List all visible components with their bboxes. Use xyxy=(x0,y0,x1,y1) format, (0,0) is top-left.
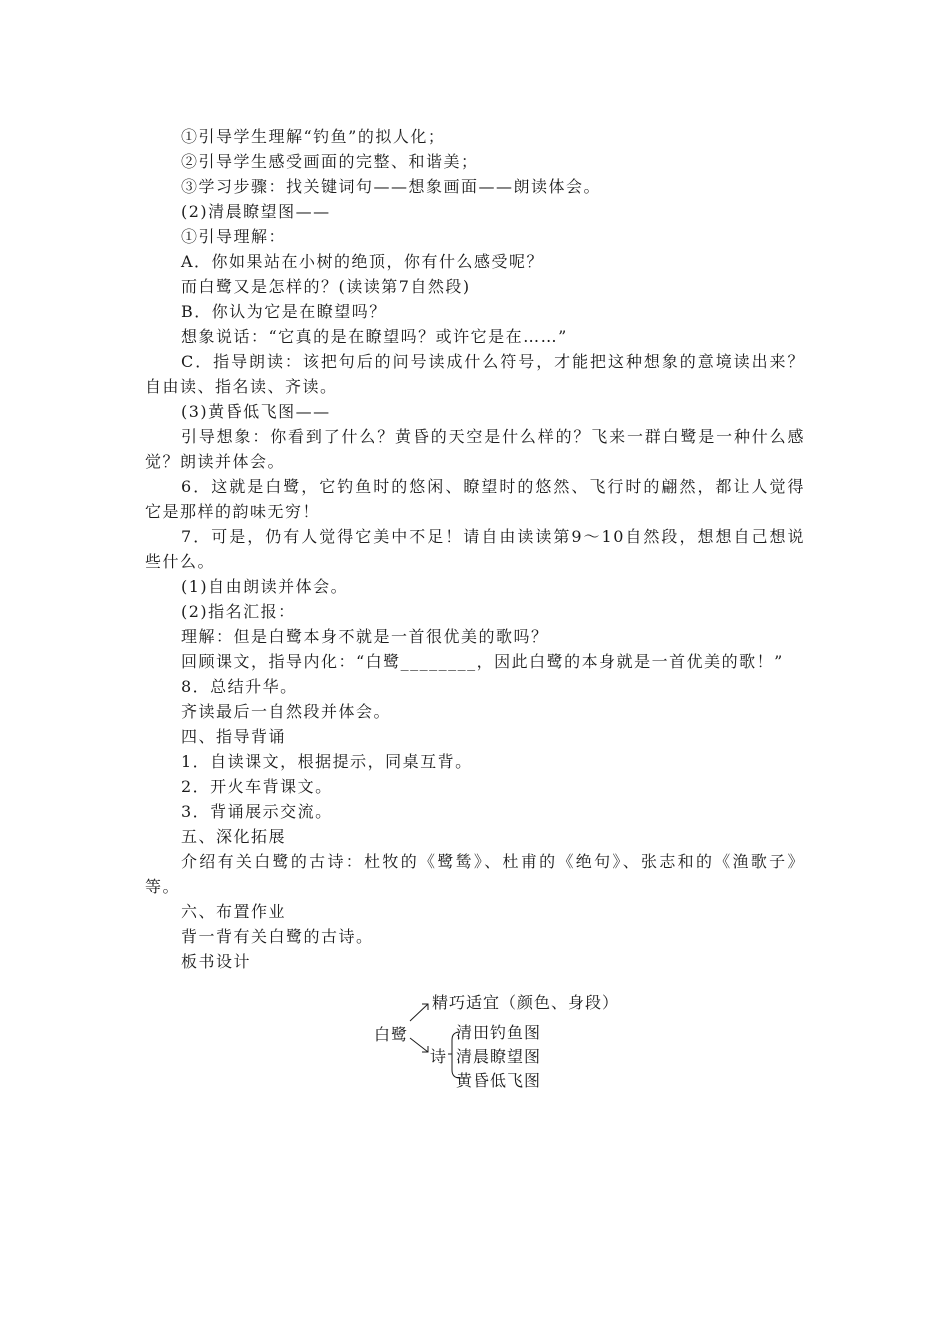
paragraph: 2．开火车背课文。 xyxy=(181,777,333,796)
poem-item: 清田钓鱼图 xyxy=(456,1023,542,1042)
board-design-diagram xyxy=(370,988,630,1088)
arrow-line-bottom xyxy=(410,1038,428,1052)
paragraph: (2)清晨瞭望图—— xyxy=(181,202,331,221)
paragraph: B．你认为它是在瞭望吗？ xyxy=(181,302,387,321)
section-heading: 六、布置作业 xyxy=(181,902,287,921)
paragraph: ①引导理解： xyxy=(181,227,287,246)
board-root: 白鹭 xyxy=(374,1025,409,1044)
section-heading: 五、深化拓展 xyxy=(181,827,287,846)
arrow-line-top xyxy=(410,1004,428,1021)
paragraph: 介绍有关白鹭的古诗：杜牧的《鹭鸶》、杜甫的《绝句》、张志和的《渔歌子》等。 xyxy=(145,852,805,896)
poem-item: 黄昏低飞图 xyxy=(456,1071,542,1090)
paragraph: A．你如果站在小树的绝顶，你有什么感受呢？ xyxy=(181,252,545,271)
paragraph: (2)指名汇报： xyxy=(181,602,296,621)
paragraph: 齐读最后一自然段并体会。 xyxy=(181,702,392,721)
section-heading: 四、指导背诵 xyxy=(181,727,287,746)
poem-item: 清晨瞭望图 xyxy=(456,1047,542,1066)
paragraph: ②引导学生感受画面的完整、和谐美； xyxy=(181,152,479,171)
paragraph: 而白鹭又是怎样的？(读读第7自然段) xyxy=(181,277,471,296)
paragraph: 7．可是，仍有人觉得它美中不足！请自由读读第9～10自然段，想想自己想说些什么。 xyxy=(145,527,805,571)
paragraph: 6．这就是白鹭，它钓鱼时的悠闲、瞭望时的悠然、飞行时的翩然，都让人觉得它是那样的韵味无穷！ xyxy=(145,477,805,521)
paragraph: ①引导学生理解“钓鱼”的拟人化； xyxy=(181,127,446,146)
paragraph: 8．总结升华。 xyxy=(181,677,298,696)
paragraph: 回顾课文，指导内化：“白鹭________，因此白鹭的本身就是一首优美的歌！” xyxy=(181,652,784,671)
paragraph: 引导想象：你看到了什么？黄昏的天空是什么样的？飞来一群白鹭是一种什么感觉？朗读并体会。 xyxy=(145,427,805,471)
lesson-text xyxy=(145,124,805,974)
board-design-heading: 板书设计 xyxy=(181,952,252,971)
paragraph: C．指导朗读：该把句后的问号读成什么符号，才能把这种想象的意境读出来？自由读、指名读、齐读。 xyxy=(145,352,805,396)
paragraph: (1)自由朗读并体会。 xyxy=(181,577,349,596)
board-branch-poem: 诗 xyxy=(430,1047,448,1066)
paragraph: 背一背有关白鹭的古诗。 xyxy=(181,927,374,946)
paragraph: 理解：但是白鹭本身不就是一首很优美的歌吗？ xyxy=(181,627,549,646)
paragraph: 3．背诵展示交流。 xyxy=(181,802,333,821)
paragraph: 想象说话：“它真的是在瞭望吗？或许它是在……” xyxy=(181,327,568,346)
board-branch-top: 精巧适宜（颜色、身段） xyxy=(432,993,620,1012)
paragraph: 1．自读课文，根据提示，同桌互背。 xyxy=(181,752,473,771)
paragraph: (3)黄昏低飞图—— xyxy=(181,402,331,421)
paragraph: ③学习步骤：找关键词句——想象画面——朗读体会。 xyxy=(181,177,602,196)
